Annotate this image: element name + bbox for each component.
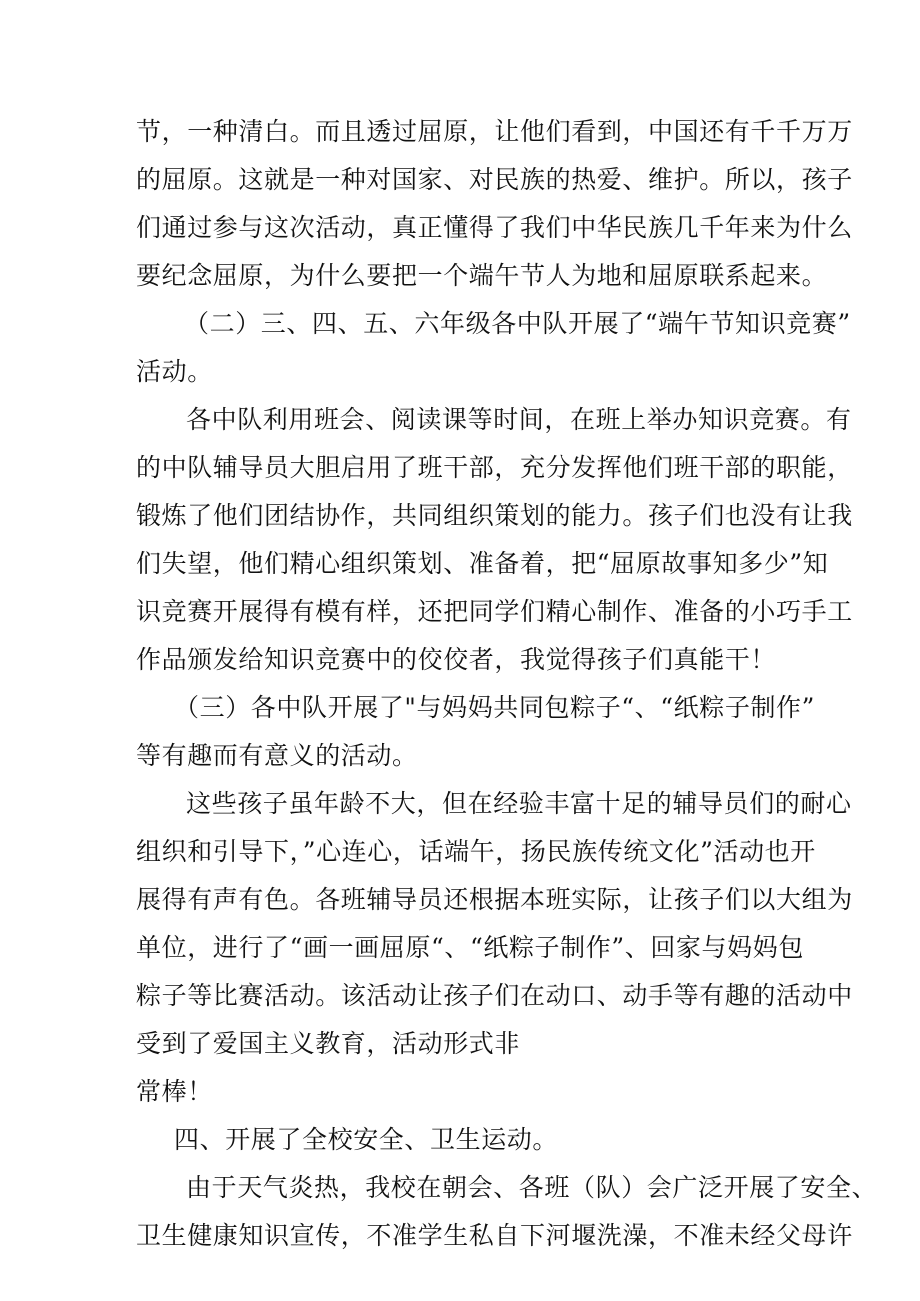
paragraph-line: 由于天气炎热，我校在朝会、各班（队）会广泛开展了安全、: [186, 1173, 878, 1202]
paragraph-line: 们失望，他们精心组织策划、准备着，把“屈原故事知多少”知: [136, 549, 829, 578]
paragraph-line: 组织和引导下，”心连心，话端午，扬民族传统文化”活动也开: [136, 837, 816, 866]
paragraph-line: 展得有声有色。各班辅导员还根据本班实际，让孩子们以大组为: [136, 885, 853, 914]
paragraph-line: 各中队利用班会、阅读课等时间，在班上举办知识竞赛。有: [186, 405, 852, 434]
section-heading-3: （三）各中队开展了"与妈妈共同包粽子“、“纸粽子制作”: [174, 693, 816, 722]
paragraph-line: 粽子等比赛活动。该活动让孩子们在动口、动手等有趣的活动中: [136, 981, 853, 1010]
section-heading-2: （二）三、四、五、六年级各中队开展了“端午节知识竞赛”: [184, 309, 851, 338]
section-heading-4: 四、开展了全校安全、卫生运动。: [174, 1125, 559, 1154]
paragraph-line: 等有趣而有意义的活动。: [136, 741, 418, 770]
paragraph-line: 单位，进行了“画一画屈原“、“纸粽子制作”、回家与妈妈包: [136, 933, 804, 962]
paragraph-line: 作品颁发给知识竞赛中的佼佼者，我觉得孩子们真能干！: [136, 645, 777, 674]
paragraph-line: 的中队辅导员大胆启用了班干部，充分发挥他们班干部的职能，: [136, 453, 853, 482]
paragraph-line: 锻炼了他们团结协作，共同组织策划的能力。孩子们也没有让我: [136, 501, 853, 530]
paragraph-line: 节，一种清白。而且透过屈原，让他们看到，中国还有千千万万: [136, 117, 853, 146]
paragraph-line: 常棒！: [136, 1077, 213, 1106]
paragraph-line: 的屈原。这就是一种对国家、对民族的热爱、维护。所以，孩子: [136, 165, 853, 194]
paragraph-line: 这些孩子虽年龄不大，但在经验丰富十足的辅导员们的耐心: [186, 789, 852, 818]
paragraph-line: 要纪念屈原，为什么要把一个端午节人为地和屈原联系起来。: [136, 261, 828, 290]
paragraph-line: 识竞赛开展得有模有样，还把同学们精心制作、准备的小巧手工: [136, 597, 853, 626]
paragraph-line: 活动。: [136, 357, 213, 386]
document-body: [136, 108, 878, 1260]
paragraph-line: 们通过参与这次活动，真正懂得了我们中华民族几千年来为什么: [136, 213, 853, 242]
paragraph-line: 卫生健康知识宣传，不准学生私自下河堰洗澡，不准未经父母许: [136, 1221, 853, 1250]
paragraph-line: 受到了爱国主义教育，活动形式非: [136, 1029, 521, 1058]
